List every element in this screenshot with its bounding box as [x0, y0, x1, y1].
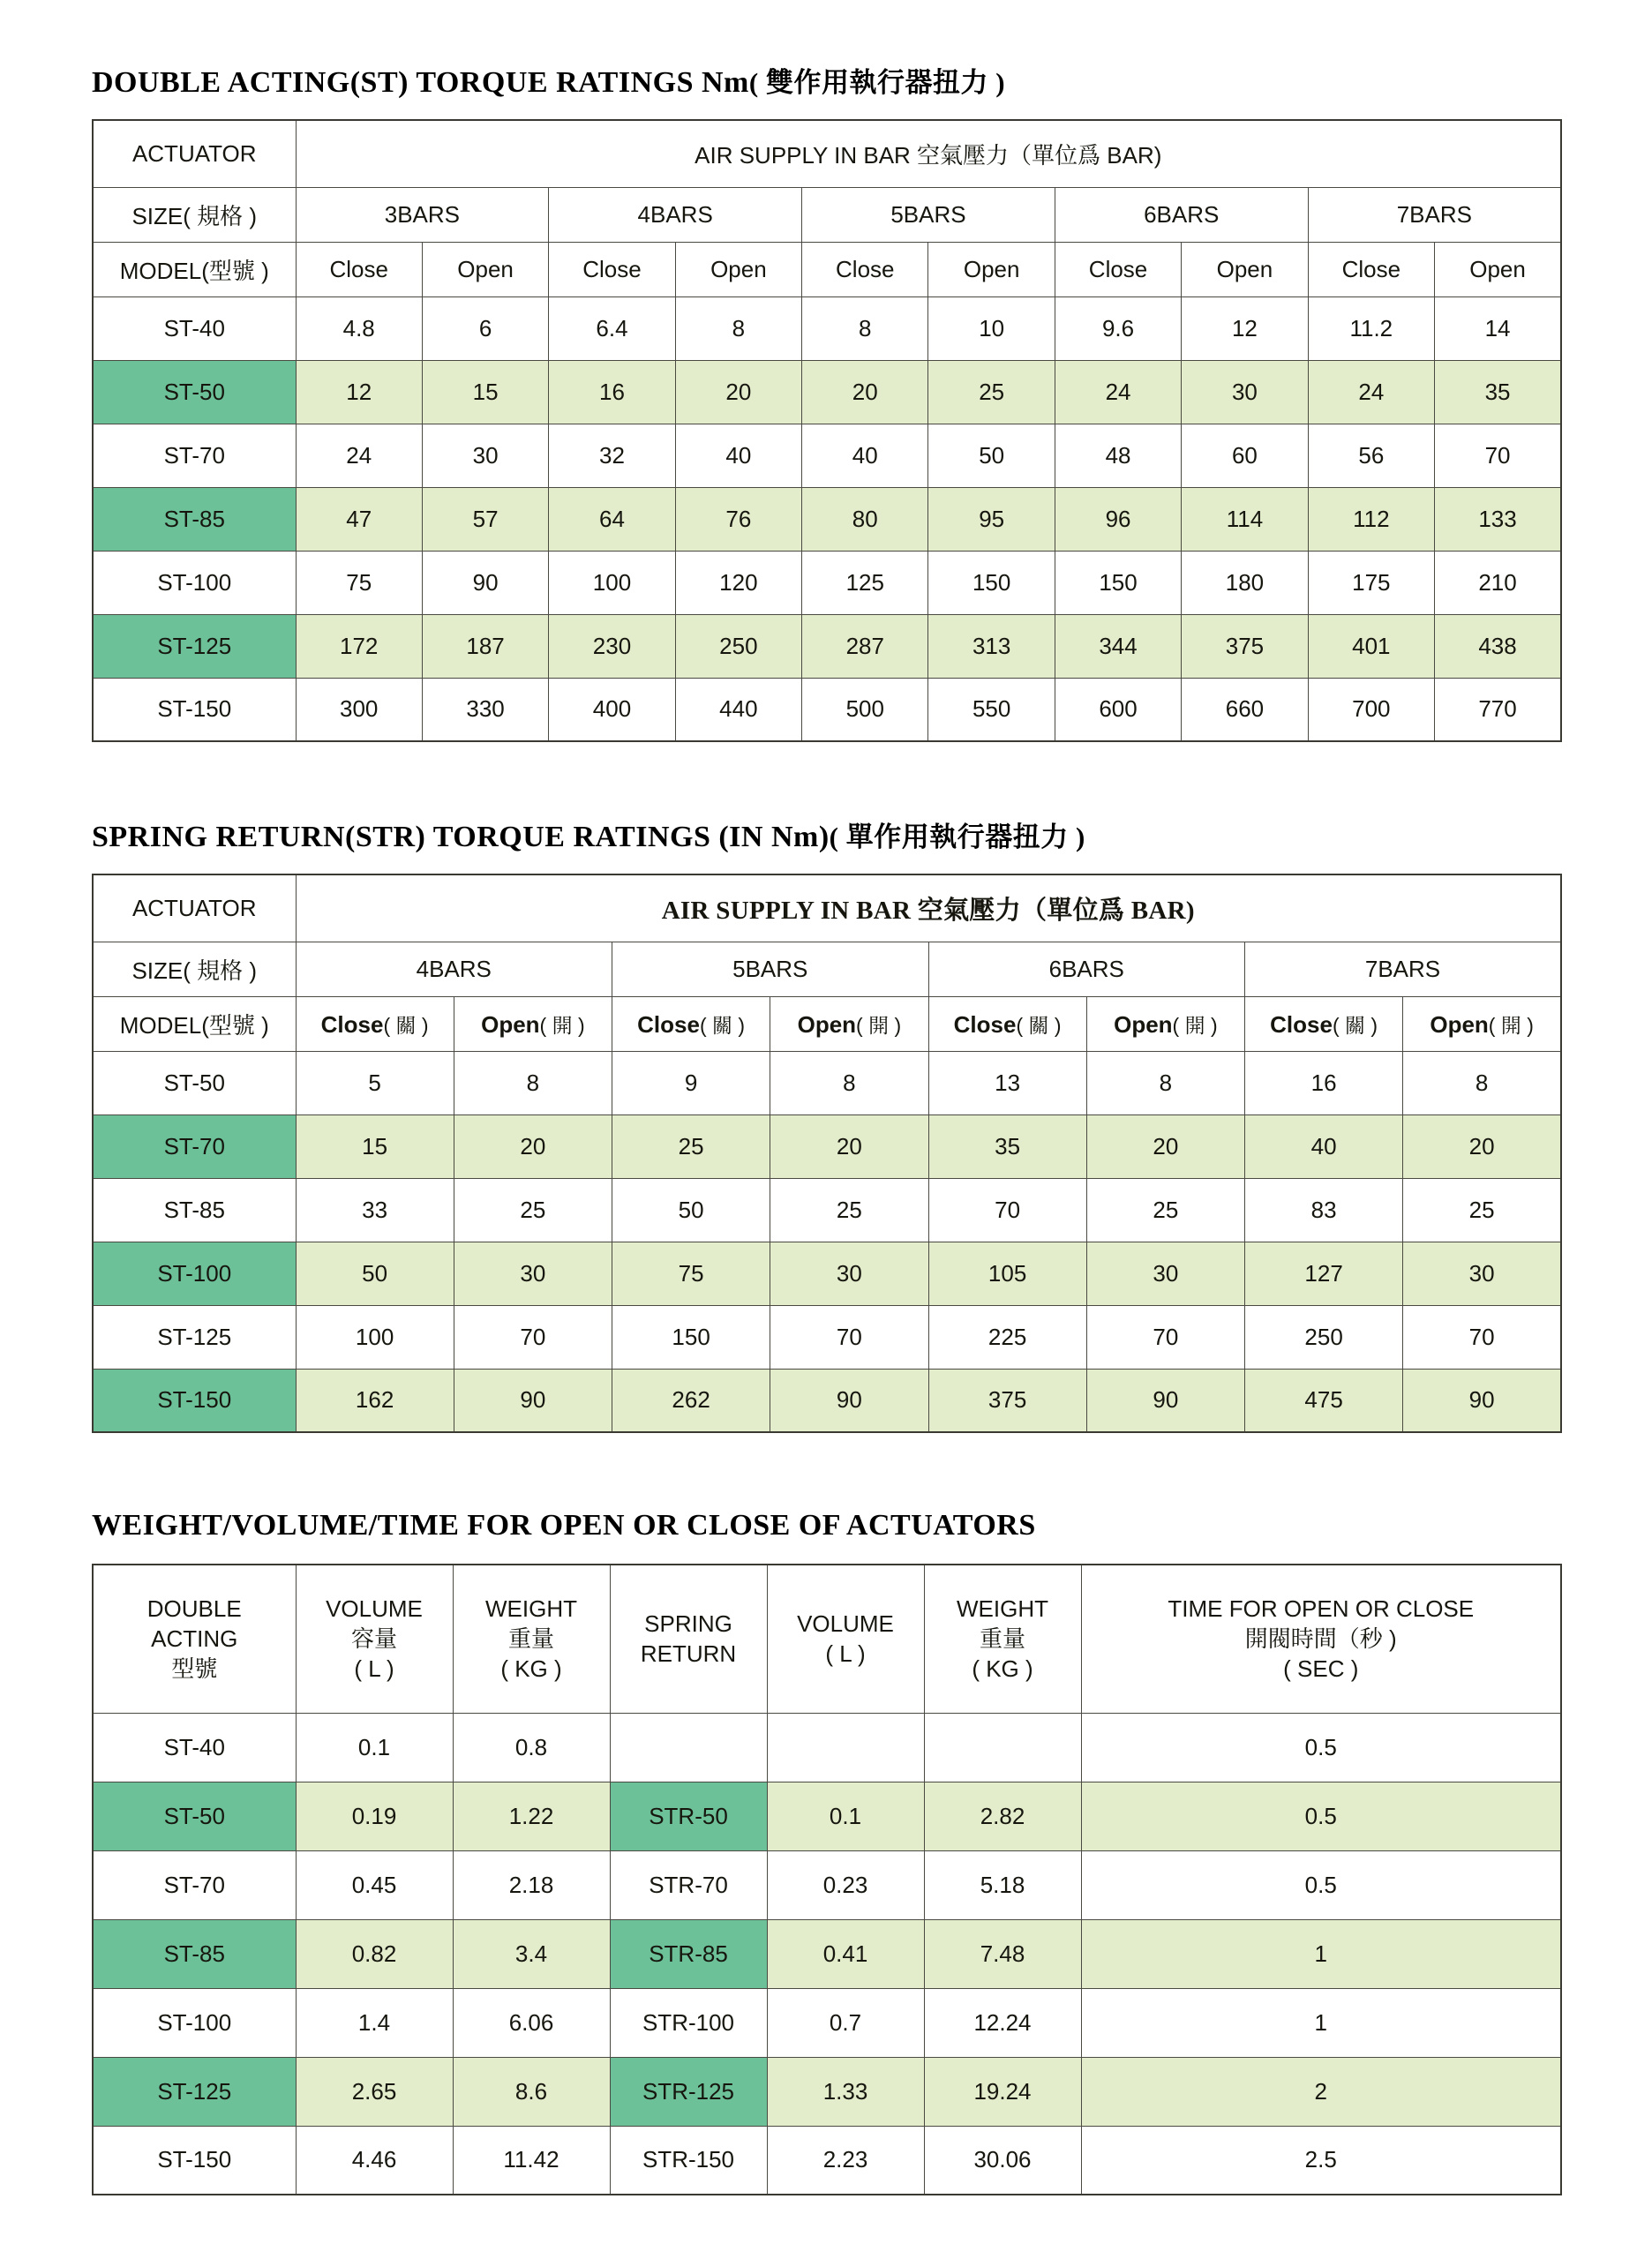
header-weight-spring-return — [924, 1565, 1081, 1713]
torque-value-cell: 8 — [770, 1051, 928, 1114]
header-open: Open — [422, 242, 548, 296]
torque-value-cell: 35 — [928, 1114, 1086, 1178]
row-spring-return-model: STR-150 — [610, 2126, 767, 2195]
table-row — [93, 1178, 1561, 1242]
torque-value-cell: 8 — [1403, 1051, 1561, 1114]
header-double-acting — [93, 1565, 296, 1713]
torque-value-cell: 25 — [1403, 1178, 1561, 1242]
torque-value-cell: 25 — [928, 360, 1055, 424]
torque-value-cell: 375 — [1182, 614, 1308, 678]
torque-value-cell: 112 — [1308, 487, 1434, 551]
table-row — [93, 1305, 1561, 1369]
torque-value-cell: 96 — [1055, 487, 1181, 551]
header-line: ( KG ) — [500, 1655, 562, 1683]
row-model-label: ST-100 — [93, 1242, 296, 1305]
torque-value-cell: 20 — [454, 1114, 612, 1178]
torque-value-cell: 90 — [454, 1369, 612, 1432]
header-open — [1403, 996, 1561, 1051]
torque-value-cell: 20 — [1403, 1114, 1561, 1178]
torque-value-cell: 500 — [802, 678, 928, 741]
table-header-row-actuator — [93, 120, 1561, 187]
row-double-acting-model: ST-70 — [93, 1850, 296, 1919]
header-open: Open — [1182, 242, 1308, 296]
spring-return-title-main: SPRING RETURN(STR) TORQUE RATINGS (IN Nm) — [92, 821, 830, 853]
weight-volume-time-title: WEIGHT/VOLUME/TIME FOR OPEN OR CLOSE OF ACTUATORS — [92, 1509, 1036, 1542]
torque-value-cell: 100 — [296, 1305, 454, 1369]
table-row — [93, 487, 1561, 551]
header-line: 重量 — [507, 1625, 554, 1653]
torque-value-cell: 8 — [1086, 1051, 1244, 1114]
header-volume-spring-return — [767, 1565, 924, 1713]
volume-spring-return-cell: 0.7 — [767, 1988, 924, 2057]
table-header-row-model — [93, 242, 1561, 296]
torque-value-cell: 8 — [675, 296, 801, 360]
header-bar-7: 7BARS — [1245, 942, 1562, 996]
torque-value-cell: 20 — [770, 1114, 928, 1178]
row-double-acting-model: ST-125 — [93, 2057, 296, 2126]
header-bar-3: 3BARS — [296, 187, 549, 242]
torque-value-cell: 32 — [549, 424, 675, 487]
torque-value-cell: 90 — [422, 551, 548, 614]
torque-value-cell: 12 — [296, 360, 422, 424]
header-close: Close — [1308, 242, 1434, 296]
torque-value-cell: 262 — [612, 1369, 770, 1432]
header-open-label: Open — [481, 1010, 540, 1038]
header-line: 開閥時間（秒 ) — [1244, 1625, 1397, 1653]
header-model: MODEL(型號 ) — [93, 242, 296, 296]
torque-value-cell: 225 — [928, 1305, 1086, 1369]
torque-value-cell: 5 — [296, 1051, 454, 1114]
torque-value-cell: 70 — [770, 1305, 928, 1369]
header-spring-return — [610, 1565, 767, 1713]
torque-value-cell: 30 — [770, 1242, 928, 1305]
spring-return-torque-table — [92, 874, 1562, 1433]
table-header-row-size — [93, 187, 1561, 242]
double-acting-torque-table — [92, 119, 1562, 742]
table-row — [93, 2057, 1561, 2126]
torque-value-cell: 75 — [296, 551, 422, 614]
torque-value-cell: 70 — [1435, 424, 1562, 487]
header-open — [1086, 996, 1244, 1051]
header-size: SIZE( 規格 ) — [93, 187, 296, 242]
torque-value-cell: 30 — [422, 424, 548, 487]
row-model-label: ST-125 — [93, 1305, 296, 1369]
torque-value-cell: 35 — [1435, 360, 1562, 424]
torque-value-cell: 12 — [1182, 296, 1308, 360]
torque-value-cell: 70 — [1403, 1305, 1561, 1369]
header-line: TIME FOR OPEN OR CLOSE — [1168, 1595, 1475, 1622]
torque-value-cell: 70 — [928, 1178, 1086, 1242]
torque-value-cell: 187 — [422, 614, 548, 678]
time-open-close-cell: 0.5 — [1081, 1850, 1561, 1919]
torque-value-cell: 60 — [1182, 424, 1308, 487]
table-header-row-actuator — [93, 874, 1561, 942]
torque-value-cell: 475 — [1245, 1369, 1403, 1432]
torque-value-cell: 344 — [1055, 614, 1181, 678]
header-bar-6: 6BARS — [928, 942, 1245, 996]
header-close-cjk: ( 關 ) — [1332, 1013, 1378, 1037]
header-line: VOLUME — [797, 1610, 894, 1637]
weight-double-acting-cell: 3.4 — [453, 1919, 610, 1988]
header-line: WEIGHT — [957, 1595, 1048, 1622]
torque-value-cell: 300 — [296, 678, 422, 741]
torque-value-cell: 700 — [1308, 678, 1434, 741]
torque-value-cell: 120 — [675, 551, 801, 614]
torque-value-cell: 660 — [1182, 678, 1308, 741]
torque-value-cell: 230 — [549, 614, 675, 678]
time-open-close-cell: 0.5 — [1081, 1713, 1561, 1782]
table-row — [93, 1988, 1561, 2057]
header-open-cjk: ( 開 ) — [1488, 1013, 1534, 1037]
table-row — [93, 614, 1561, 678]
torque-value-cell: 25 — [612, 1114, 770, 1178]
torque-value-cell: 76 — [675, 487, 801, 551]
torque-value-cell: 8 — [454, 1051, 612, 1114]
header-air-supply: AIR SUPPLY IN BAR 空氣壓力（單位爲 BAR) — [296, 874, 1561, 942]
weight-spring-return-cell: 19.24 — [924, 2057, 1081, 2126]
row-spring-return-model — [610, 1713, 767, 1782]
header-close-cjk: ( 關 ) — [699, 1013, 746, 1037]
torque-value-cell: 40 — [802, 424, 928, 487]
header-line: SPRING — [644, 1610, 732, 1637]
volume-spring-return-cell: 2.23 — [767, 2126, 924, 2195]
table-row — [93, 360, 1561, 424]
torque-value-cell: 83 — [1245, 1178, 1403, 1242]
header-bar-7: 7BARS — [1308, 187, 1561, 242]
torque-value-cell: 75 — [612, 1242, 770, 1305]
torque-value-cell: 48 — [1055, 424, 1181, 487]
header-line: ( KG ) — [972, 1655, 1033, 1683]
time-open-close-cell: 2 — [1081, 2057, 1561, 2126]
header-bar-4: 4BARS — [549, 187, 802, 242]
weight-volume-time-table — [92, 1564, 1562, 2195]
table-header-row — [93, 1565, 1561, 1713]
table-row — [93, 1242, 1561, 1305]
table-row — [93, 551, 1561, 614]
torque-value-cell: 150 — [928, 551, 1055, 614]
row-double-acting-model: ST-85 — [93, 1919, 296, 1988]
torque-value-cell: 330 — [422, 678, 548, 741]
torque-value-cell: 57 — [422, 487, 548, 551]
row-model-label: ST-125 — [93, 614, 296, 678]
torque-value-cell: 16 — [1245, 1051, 1403, 1114]
header-open — [454, 996, 612, 1051]
row-double-acting-model: ST-50 — [93, 1782, 296, 1850]
volume-double-acting-cell: 0.82 — [296, 1919, 453, 1988]
header-close: Close — [296, 242, 422, 296]
torque-value-cell: 24 — [1055, 360, 1181, 424]
header-close — [296, 996, 454, 1051]
header-line: ( L ) — [354, 1655, 394, 1683]
torque-value-cell: 15 — [296, 1114, 454, 1178]
weight-spring-return-cell: 2.82 — [924, 1782, 1081, 1850]
torque-value-cell: 600 — [1055, 678, 1181, 741]
row-model-label: ST-150 — [93, 1369, 296, 1432]
weight-double-acting-cell: 1.22 — [453, 1782, 610, 1850]
torque-value-cell: 70 — [1086, 1305, 1244, 1369]
torque-value-cell: 127 — [1245, 1242, 1403, 1305]
header-bar-4: 4BARS — [296, 942, 612, 996]
table-row — [93, 1713, 1561, 1782]
header-open-label: Open — [1430, 1010, 1489, 1038]
torque-value-cell: 250 — [675, 614, 801, 678]
torque-value-cell: 70 — [454, 1305, 612, 1369]
row-spring-return-model: STR-125 — [610, 2057, 767, 2126]
torque-value-cell: 24 — [296, 424, 422, 487]
torque-value-cell: 375 — [928, 1369, 1086, 1432]
row-model-label: ST-85 — [93, 487, 296, 551]
header-weight-double-acting — [453, 1565, 610, 1713]
weight-double-acting-cell: 8.6 — [453, 2057, 610, 2126]
torque-value-cell: 105 — [928, 1242, 1086, 1305]
torque-value-cell: 40 — [1245, 1114, 1403, 1178]
volume-spring-return-cell: 0.41 — [767, 1919, 924, 1988]
table-row — [93, 678, 1561, 741]
header-model: MODEL(型號 ) — [93, 996, 296, 1051]
header-line: RETURN — [640, 1640, 737, 1668]
torque-value-cell: 9 — [612, 1051, 770, 1114]
header-close-cjk: ( 關 ) — [383, 1013, 429, 1037]
row-spring-return-model: STR-50 — [610, 1782, 767, 1850]
torque-value-cell: 8 — [802, 296, 928, 360]
torque-value-cell: 50 — [612, 1178, 770, 1242]
torque-value-cell: 80 — [802, 487, 928, 551]
torque-value-cell: 30 — [1403, 1242, 1561, 1305]
torque-value-cell: 14 — [1435, 296, 1562, 360]
header-line: 重量 — [979, 1625, 1025, 1653]
header-line: 容量 — [350, 1625, 397, 1653]
header-line: ( SEC ) — [1283, 1655, 1359, 1683]
torque-value-cell: 64 — [549, 487, 675, 551]
torque-value-cell: 287 — [802, 614, 928, 678]
torque-value-cell: 210 — [1435, 551, 1562, 614]
weight-spring-return-cell: 30.06 — [924, 2126, 1081, 2195]
header-actuator: ACTUATOR — [93, 874, 296, 942]
torque-value-cell: 313 — [928, 614, 1055, 678]
table-row — [93, 1782, 1561, 1850]
header-close-label: Close — [953, 1010, 1017, 1038]
row-model-label: ST-70 — [93, 1114, 296, 1178]
header-actuator: ACTUATOR — [93, 120, 296, 187]
header-line: DOUBLE — [146, 1595, 242, 1622]
header-air-supply: AIR SUPPLY IN BAR 空氣壓力（單位爲 BAR) — [296, 120, 1561, 187]
spring-return-title — [92, 742, 1560, 874]
torque-value-cell: 175 — [1308, 551, 1434, 614]
header-line: ( L ) — [825, 1640, 866, 1668]
volume-spring-return-cell: 0.1 — [767, 1782, 924, 1850]
volume-double-acting-cell: 2.65 — [296, 2057, 453, 2126]
torque-value-cell: 4.8 — [296, 296, 422, 360]
header-open-label: Open — [797, 1010, 857, 1038]
torque-value-cell: 47 — [296, 487, 422, 551]
row-spring-return-model: STR-100 — [610, 1988, 767, 2057]
volume-double-acting-cell: 1.4 — [296, 1988, 453, 2057]
torque-value-cell: 50 — [296, 1242, 454, 1305]
header-open-cjk: ( 開 ) — [856, 1013, 902, 1037]
header-line: 型號 — [171, 1655, 218, 1683]
header-open-label: Open — [1114, 1010, 1173, 1038]
table-row — [93, 2126, 1561, 2195]
torque-value-cell: 90 — [1403, 1369, 1561, 1432]
row-double-acting-model: ST-100 — [93, 1988, 296, 2057]
header-close-label: Close — [637, 1010, 700, 1038]
table-header-row-size — [93, 942, 1561, 996]
header-open-cjk: ( 開 ) — [539, 1013, 585, 1037]
header-close: Close — [1055, 242, 1181, 296]
torque-value-cell: 20 — [675, 360, 801, 424]
torque-value-cell: 180 — [1182, 551, 1308, 614]
weight-spring-return-cell: 5.18 — [924, 1850, 1081, 1919]
header-close-cjk: ( 關 ) — [1016, 1013, 1062, 1037]
table-row — [93, 1850, 1561, 1919]
double-acting-title-main: DOUBLE ACTING(ST) TORQUE RATINGS Nm — [92, 66, 749, 99]
weight-spring-return-cell: 12.24 — [924, 1988, 1081, 2057]
row-spring-return-model: STR-85 — [610, 1919, 767, 1988]
torque-value-cell: 40 — [675, 424, 801, 487]
volume-spring-return-cell: 0.23 — [767, 1850, 924, 1919]
torque-value-cell: 9.6 — [1055, 296, 1181, 360]
header-volume-double-acting — [296, 1565, 453, 1713]
volume-spring-return-cell — [767, 1713, 924, 1782]
header-line: WEIGHT — [485, 1595, 577, 1622]
header-bar-6: 6BARS — [1055, 187, 1308, 242]
torque-value-cell: 6.4 — [549, 296, 675, 360]
torque-value-cell: 16 — [549, 360, 675, 424]
spring-return-title-cjk: ( 單作用執行器扭力 ) — [829, 822, 1085, 852]
header-time-open-close — [1081, 1565, 1561, 1713]
header-close — [612, 996, 770, 1051]
header-bar-5: 5BARS — [802, 187, 1055, 242]
volume-double-acting-cell: 0.19 — [296, 1782, 453, 1850]
time-open-close-cell: 2.5 — [1081, 2126, 1561, 2195]
torque-value-cell: 125 — [802, 551, 928, 614]
weight-spring-return-cell — [924, 1713, 1081, 1782]
double-acting-title — [92, 0, 1560, 119]
torque-value-cell: 90 — [1086, 1369, 1244, 1432]
time-open-close-cell: 1 — [1081, 1988, 1561, 2057]
row-model-label: ST-50 — [93, 360, 296, 424]
row-double-acting-model: ST-150 — [93, 2126, 296, 2195]
header-close: Close — [802, 242, 928, 296]
torque-value-cell: 6 — [422, 296, 548, 360]
row-model-label: ST-100 — [93, 551, 296, 614]
torque-value-cell: 30 — [1086, 1242, 1244, 1305]
row-model-label: ST-85 — [93, 1178, 296, 1242]
row-model-label: ST-70 — [93, 424, 296, 487]
torque-value-cell: 250 — [1245, 1305, 1403, 1369]
volume-double-acting-cell: 0.45 — [296, 1850, 453, 1919]
torque-value-cell: 438 — [1435, 614, 1562, 678]
header-bar-5: 5BARS — [612, 942, 929, 996]
torque-value-cell: 400 — [549, 678, 675, 741]
torque-value-cell: 162 — [296, 1369, 454, 1432]
torque-value-cell: 114 — [1182, 487, 1308, 551]
header-close-label: Close — [320, 1010, 384, 1038]
header-close — [928, 996, 1086, 1051]
time-open-close-cell: 1 — [1081, 1919, 1561, 1988]
weight-double-acting-cell: 6.06 — [453, 1988, 610, 2057]
row-double-acting-model: ST-40 — [93, 1713, 296, 1782]
torque-value-cell: 30 — [1182, 360, 1308, 424]
torque-value-cell: 50 — [928, 424, 1055, 487]
torque-value-cell: 11.2 — [1308, 296, 1434, 360]
table-row — [93, 1051, 1561, 1114]
torque-value-cell: 20 — [802, 360, 928, 424]
row-model-label: ST-40 — [93, 296, 296, 360]
header-size: SIZE( 規格 ) — [93, 942, 296, 996]
volume-double-acting-cell: 4.46 — [296, 2126, 453, 2195]
header-open: Open — [675, 242, 801, 296]
header-close: Close — [549, 242, 675, 296]
table-header-row-model — [93, 996, 1561, 1051]
row-spring-return-model: STR-70 — [610, 1850, 767, 1919]
torque-value-cell: 172 — [296, 614, 422, 678]
torque-value-cell: 30 — [454, 1242, 612, 1305]
torque-value-cell: 100 — [549, 551, 675, 614]
weight-double-acting-cell: 11.42 — [453, 2126, 610, 2195]
torque-value-cell: 133 — [1435, 487, 1562, 551]
table-row — [93, 296, 1561, 360]
table-row — [93, 424, 1561, 487]
torque-value-cell: 25 — [454, 1178, 612, 1242]
volume-double-acting-cell: 0.1 — [296, 1713, 453, 1782]
header-open: Open — [1435, 242, 1562, 296]
torque-value-cell: 150 — [1055, 551, 1181, 614]
torque-value-cell: 95 — [928, 487, 1055, 551]
header-open — [770, 996, 928, 1051]
row-model-label: ST-150 — [93, 678, 296, 741]
torque-value-cell: 90 — [770, 1369, 928, 1432]
torque-value-cell: 25 — [770, 1178, 928, 1242]
header-line: VOLUME — [326, 1595, 423, 1622]
torque-value-cell: 56 — [1308, 424, 1434, 487]
header-open-cjk: ( 開 ) — [1172, 1013, 1218, 1037]
torque-value-cell: 25 — [1086, 1178, 1244, 1242]
torque-value-cell: 770 — [1435, 678, 1562, 741]
weight-double-acting-cell: 2.18 — [453, 1850, 610, 1919]
header-open: Open — [928, 242, 1055, 296]
double-acting-title-cjk: ( 雙作用執行器扭力 ) — [748, 67, 1006, 98]
volume-spring-return-cell: 1.33 — [767, 2057, 924, 2126]
torque-value-cell: 440 — [675, 678, 801, 741]
row-model-label: ST-50 — [93, 1051, 296, 1114]
header-line: ACTING — [151, 1625, 238, 1653]
time-open-close-cell: 0.5 — [1081, 1782, 1561, 1850]
table-row — [93, 1369, 1561, 1432]
torque-value-cell: 24 — [1308, 360, 1434, 424]
table-row — [93, 1919, 1561, 1988]
table-row — [93, 1114, 1561, 1178]
torque-value-cell: 10 — [928, 296, 1055, 360]
weight-double-acting-cell: 0.8 — [453, 1713, 610, 1782]
torque-value-cell: 20 — [1086, 1114, 1244, 1178]
header-close — [1245, 996, 1403, 1051]
torque-value-cell: 550 — [928, 678, 1055, 741]
torque-value-cell: 150 — [612, 1305, 770, 1369]
torque-value-cell: 33 — [296, 1178, 454, 1242]
torque-value-cell: 15 — [422, 360, 548, 424]
weight-spring-return-cell: 7.48 — [924, 1919, 1081, 1988]
torque-value-cell: 13 — [928, 1051, 1086, 1114]
header-close-label: Close — [1270, 1010, 1333, 1038]
torque-value-cell: 401 — [1308, 614, 1434, 678]
